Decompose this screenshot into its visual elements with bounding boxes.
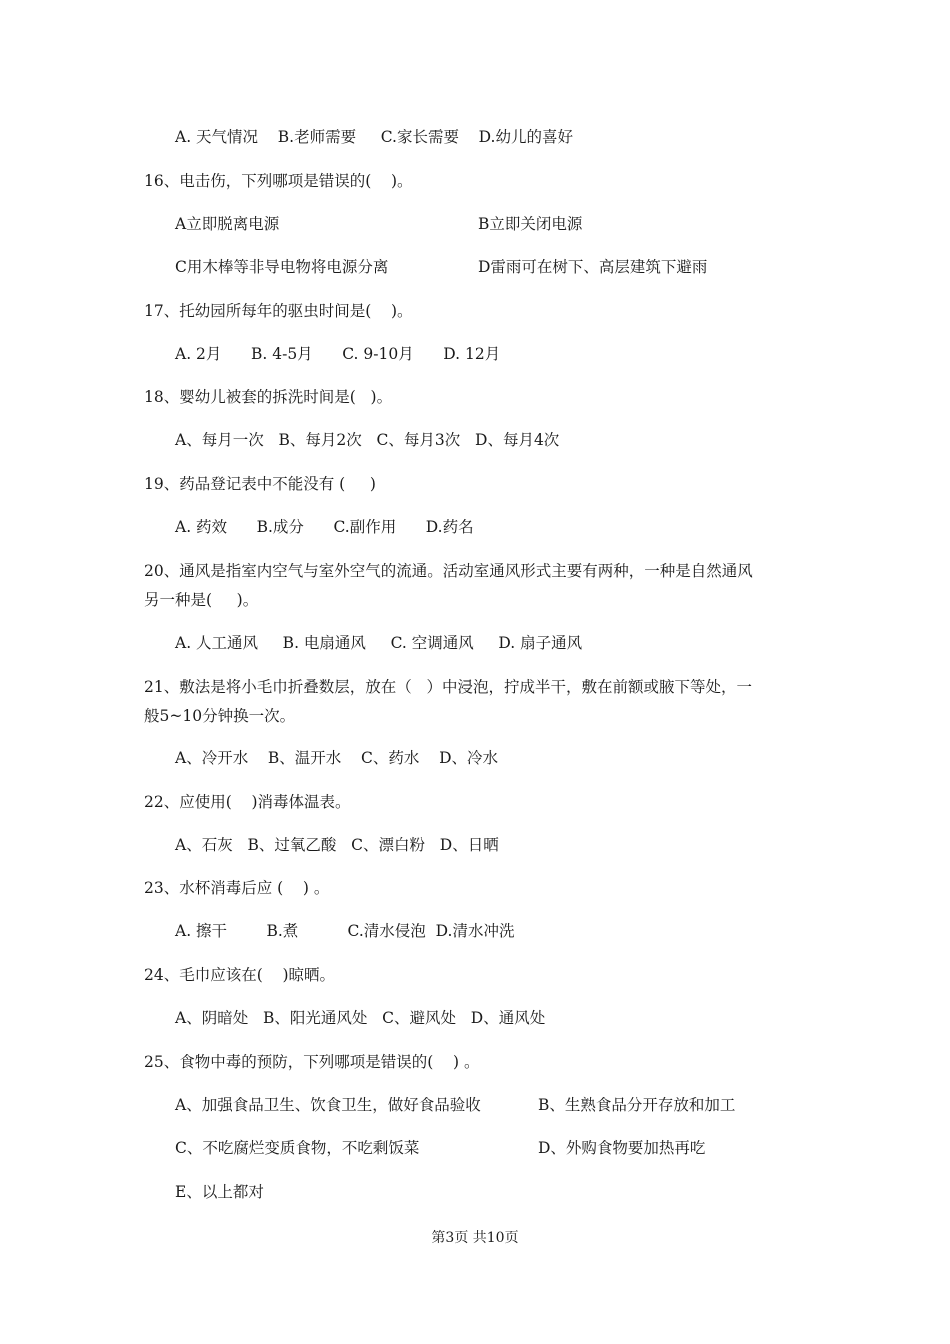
q18-stem: 18、婴幼儿被套的拆洗时间是( )。 bbox=[144, 388, 393, 406]
q25-option-c: C、不吃腐烂变质食物，不吃剩饭菜 bbox=[175, 1139, 420, 1157]
q17-stem: 17、托幼园所每年的驱虫时间是( )。 bbox=[144, 302, 413, 320]
q23-options: A. 擦干 B.煮 C.清水侵泡 D.清水冲洗 bbox=[175, 922, 515, 940]
q25-option-a: A、加强食品卫生、饮食卫生，做好食品验收 bbox=[175, 1096, 481, 1114]
q22-options: A、石灰 B、过氧乙酸 C、漂白粉 D、日晒 bbox=[175, 836, 499, 854]
q25-option-b: B、生熟食品分开存放和加工 bbox=[538, 1096, 736, 1114]
q20-options: A. 人工通风 B. 电扇通风 C. 空调通风 D. 扇子通风 bbox=[175, 634, 583, 652]
q16-stem: 16、电击伤，下列哪项是错误的( )。 bbox=[144, 172, 413, 190]
q16-option-a: A立即脱离电源 bbox=[175, 215, 280, 233]
q23-stem: 23、水杯消毒后应 ( ) 。 bbox=[144, 879, 330, 897]
q21-stem-line1: 21、敷法是将小毛巾折叠数层，放在（ ）中浸泡，拧成半干，敷在前额或腋下等处，一 bbox=[144, 678, 753, 696]
q19-options: A. 药效 B.成分 C.副作用 D.药名 bbox=[175, 518, 474, 536]
q21-options: A、冷开水 B、温开水 C、药水 D、冷水 bbox=[175, 749, 498, 767]
page-footer: 第3页 共10页 bbox=[431, 1230, 519, 1246]
q25-stem: 25、食物中毒的预防，下列哪项是错误的( ) 。 bbox=[144, 1053, 480, 1071]
q18-options: A、每月一次 B、每月2次 C、每月3次 D、每月4次 bbox=[175, 431, 560, 449]
q19-stem: 19、药品登记表中不能没有 ( ) bbox=[144, 475, 376, 493]
q20-stem-line2: 另一种是( )。 bbox=[144, 591, 259, 609]
q21-stem-line2: 般5~10分钟换一次。 bbox=[144, 707, 296, 725]
q17-options: A. 2月 B. 4-5月 C. 9-10月 D. 12月 bbox=[175, 345, 501, 363]
q25-option-e: E、以上都对 bbox=[175, 1183, 264, 1201]
q24-options: A、阴暗处 B、阳光通风处 C、避风处 D、通风处 bbox=[175, 1009, 546, 1027]
q22-stem: 22、应使用( )消毒体温表。 bbox=[144, 793, 351, 811]
q20-stem-line1: 20、通风是指室内空气与室外空气的流通。活动室通风形式主要有两种，一种是自然通风 bbox=[144, 562, 753, 580]
q24-stem: 24、毛巾应该在( )晾晒。 bbox=[144, 966, 336, 984]
q16-option-d: D雷雨可在树下、高层建筑下避雨 bbox=[478, 258, 708, 276]
q15-options: A. 天气情况 B.老师需要 C.家长需要 D.幼儿的喜好 bbox=[175, 128, 573, 146]
q16-option-c: C用木棒等非导电物将电源分离 bbox=[175, 258, 389, 276]
q25-option-d: D、外购食物要加热再吃 bbox=[538, 1139, 706, 1157]
q16-option-b: B立即关闭电源 bbox=[478, 215, 583, 233]
